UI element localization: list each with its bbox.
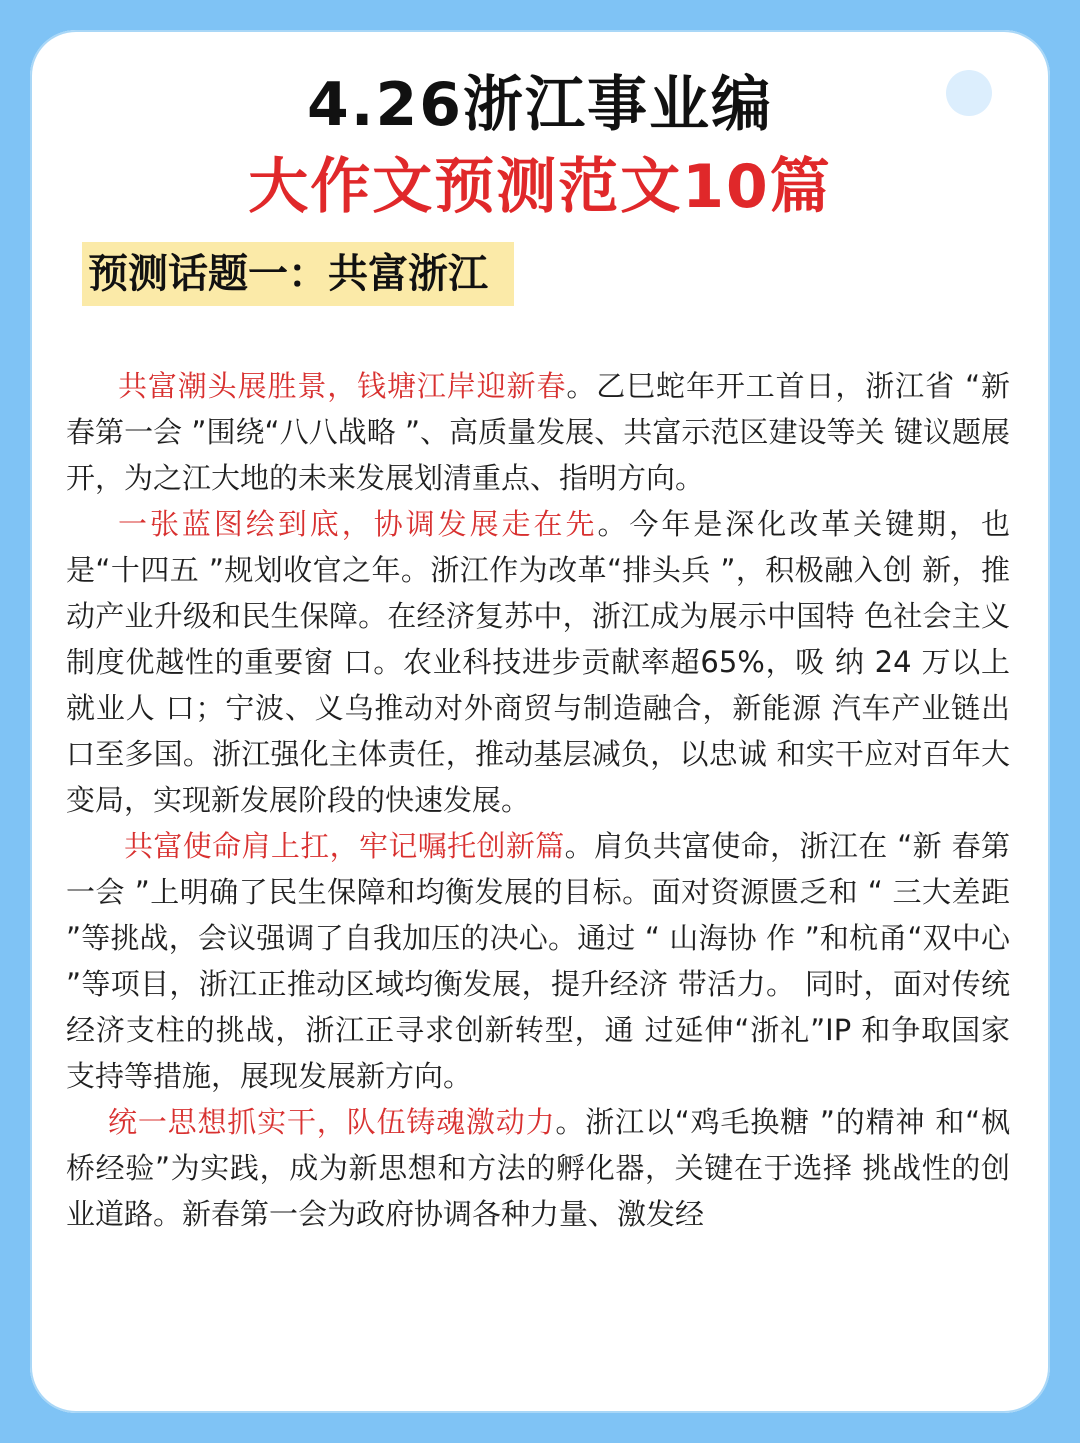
- article-body: [66, 363, 1010, 1237]
- paragraph-heading: 共富使命肩上扛，牢记嘱托创新篇: [124, 829, 565, 863]
- paragraph-2: [66, 501, 1010, 823]
- paragraph-3: [66, 823, 1010, 1099]
- page-subtitle: 大作文预测范文10篇: [248, 152, 832, 222]
- paragraph-text: 。肩负共富使命，浙江在 “新 春第一会 ”上明确了民生保障和均衡发展的目标。面对资源匮乏和 “ 三大差距 ”等挑战，会议强调了自我加压的决心。通过 “ 山海协 作 ”和杭甬“双中心 ”等项目，浙江正推动区域均衡发展，提升经济 带活力。 同时，面对传统经济支柱的挑战，浙江正寻求创新转型，通 过延伸“浙礼”IP 和争取国家支持等措施，展现发展新方向。: [66, 829, 1010, 1093]
- paragraph-heading: 统一思想抓实干，队伍铸魂激动力: [108, 1105, 556, 1139]
- paragraph-text: 。乙巳蛇年开工首日，浙江省 “新春第一会 ”围绕“八八战略 ”、高质量发展、共富示范区建设等关 键议题展开，为之江大地的未来发展划清重点、指明方向。: [66, 369, 1010, 495]
- paragraph-text: 。今年是深化改革关键期，也 是“十四五 ”规划收官之年。浙江作为改革“排头兵 ”，积极融入创 新，推动产业升级和民生保障。在经济复苏中，浙江成为展示中国特 色社会主义制度优越性的重要窗 口。农业科技进步贡献率超65%，吸 纳 24 万以上就业人 口；宁波、义乌推动对外商贸与制造融合，新能源 汽车产业链出口至多国。浙江强化主体责任，推动基层减负，以忠诚 和实干应对百年大变局，实现新发展阶段的快速发展。: [66, 507, 1010, 817]
- paragraph-1: [66, 363, 1010, 501]
- content-card: [30, 30, 1050, 1413]
- paragraph-4: [66, 1099, 1010, 1237]
- paragraph-heading: 共富潮头展胜景，钱塘江岸迎新春: [118, 369, 567, 403]
- paragraph-heading: 一张蓝图绘到底，协调发展走在先: [118, 507, 598, 541]
- page-title: 4.26浙江事业编: [306, 70, 774, 140]
- topic-label: 预测话题一：共富浙江: [82, 242, 514, 306]
- paragraph-text: 。浙江以“鸡毛换糖 ”的精神 和“枫桥经验”为实践，成为新思想和方法的孵化器，关键在于选择 挑战性的创业道路。新春第一会为政府协调各种力量、激发经: [66, 1105, 1010, 1231]
